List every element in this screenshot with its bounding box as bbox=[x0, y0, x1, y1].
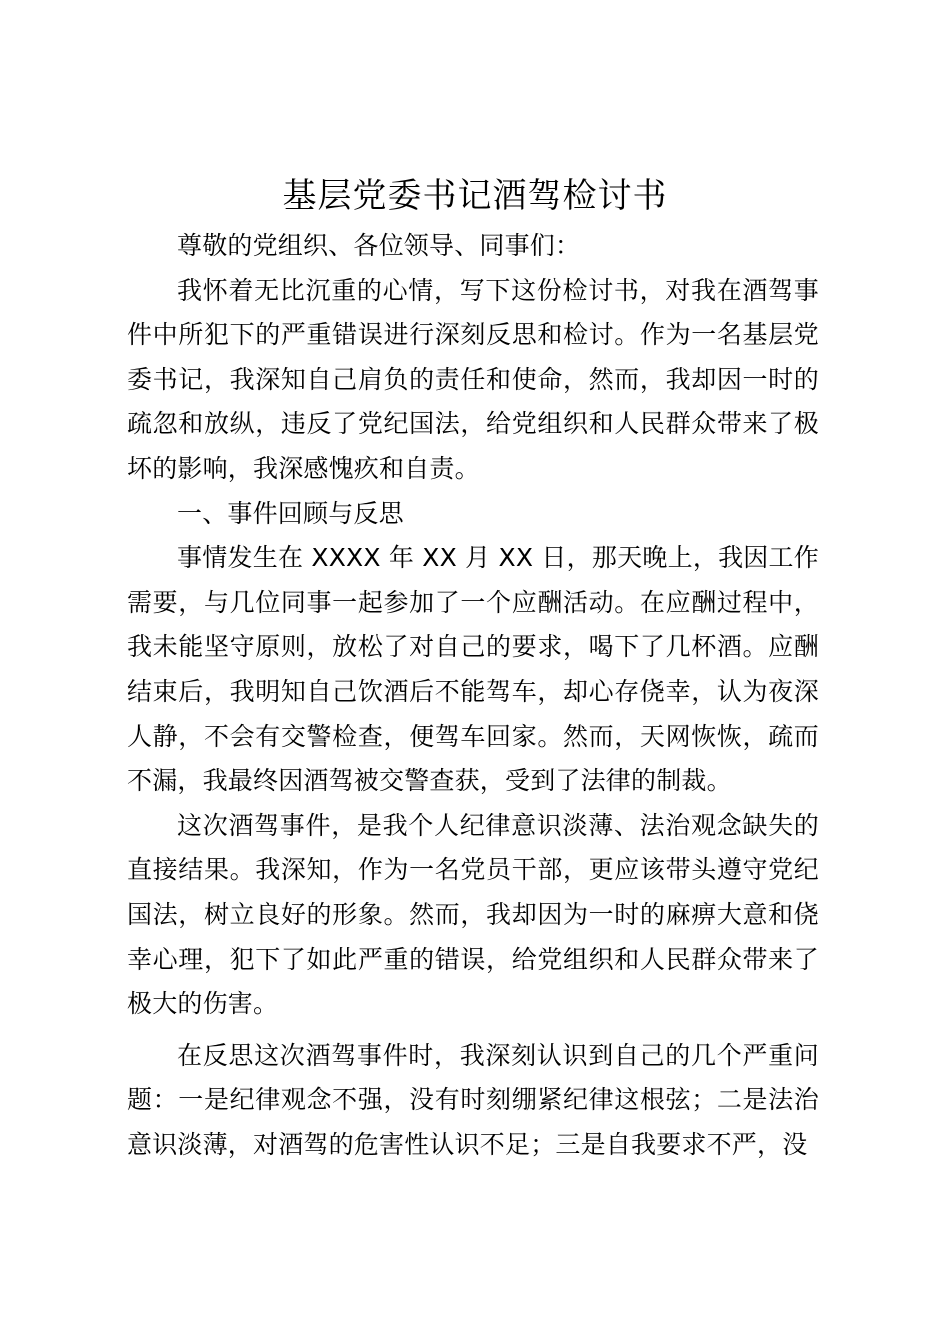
document-body bbox=[127, 224, 819, 1167]
paragraph-problems: 在反思这次酒驾事件时，我深刻认识到自己的几个严重问题：一是纪律观念不强，没有时刻绷紧纪律这根弦；二是法治意识淡薄，对酒驾的危害性认识不足；三是自我要求不严，没 bbox=[127, 1040, 819, 1159]
section-heading: 一、事件回顾与反思 bbox=[177, 498, 404, 528]
paragraph-reflection: 这次酒驾事件，是我个人纪律意识淡薄、法治观念缺失的直接结果。我深知，作为一名党员干部，更应该带头遵守党纪国法，树立良好的形象。然而，我却因为一时的麻痹大意和侥幸心理，犯下了如此严重的错误，给党组织和人民群众带来了极大的伤害。 bbox=[127, 810, 819, 1019]
paragraph-event: 事情发生在 XXXX 年 XX 月 XX 日，那天晚上，我因工作需要，与几位同事一起参加了一个应酬活动。在应酬过程中，我未能坚守原则，放松了对自己的要求，喝下了几杯酒。应酬结束后，我明知自己饮酒后不能驾车，却心存侥幸，认为夜深人静，不会有交警检查，便驾车回家。然而，天网恢恢，疏而不漏，我最终因酒驾被交警查获，受到了法律的制裁。 bbox=[127, 543, 819, 796]
document-title: 基层党委书记酒驾检讨书 bbox=[282, 176, 668, 216]
salutation: 尊敬的党组织、各位领导、同事们： bbox=[177, 231, 581, 260]
paragraph-intro: 我怀着无比沉重的心情，写下这份检讨书，对我在酒驾事件中所犯下的严重错误进行深刻反思和检讨。作为一名基层党委书记，我深知自己肩负的责任和使命，然而，我却因一时的疏忽和放纵，违反了党纪国法，给党组织和人民群众带来了极坏的影响，我深感愧疚和自责。 bbox=[127, 275, 819, 483]
